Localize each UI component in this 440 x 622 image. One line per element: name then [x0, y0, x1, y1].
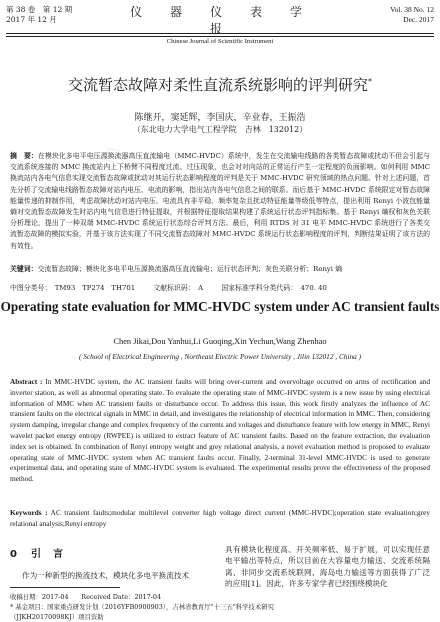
keywords-en — [10, 508, 430, 530]
section-number: 0 — [10, 549, 17, 560]
keywords-en-label: Keywords : — [10, 508, 48, 517]
keywords-en-text: AC transient faults;modular multilevel converter high voltage direct current (MMC-HVDC);operation state evaluation;grey relational analysis;Renyi entropy — [10, 508, 431, 528]
keywords-cn-text: 交流暂态故障；模块化多电平电压源换流器高压直流输电；运行状态评判；灰色关联分析；Renyi 熵 — [37, 265, 343, 273]
footnote-rule — [10, 587, 120, 588]
affiliation-cn: （东北电力大学电气工程学院 吉林 132012） — [132, 125, 308, 134]
date-cn: 2017 年 12 月 — [6, 14, 57, 24]
abstract-en-label: Abstract : — [10, 377, 43, 386]
volume-cn: 第 38 卷 第 12 期 — [6, 5, 73, 14]
header-rule-thin — [6, 36, 434, 37]
clc-number: 中图分类号： TM93 TP274 TH701 — [10, 284, 136, 292]
abstract-cn — [10, 151, 430, 252]
title-footnote-mark: * — [368, 77, 372, 86]
abstract-cn-label: 摘 要： — [10, 152, 38, 160]
authors-en: Chen Jikai,Dou Yanhui,Li Guoqing,Xin Yechun,Wang Zhenhao — [113, 337, 327, 346]
title-cn-text: 交流暂态故障对柔性直流系统影响的评判研究 — [67, 76, 368, 94]
volume-en: Vol. 38 No. 12 — [390, 5, 434, 14]
abstract-en — [10, 377, 430, 485]
section-heading — [10, 545, 75, 560]
body-text-left: 作为一种新型的换流技术，模块化多电平换流技术 — [22, 571, 190, 580]
header-left — [6, 5, 72, 24]
header-center — [116, 3, 331, 45]
keywords-cn — [10, 264, 430, 275]
authors-cn: 陈继开，窦延辉，李国庆，辛业春，王振浩 — [134, 113, 306, 123]
journal-name-en: Chinese Journal of Scientific Instrument — [166, 38, 274, 45]
keywords-cn-label: 关键词： — [10, 265, 38, 273]
date-en: Dec. 2017 — [403, 14, 434, 24]
header-right — [390, 5, 434, 24]
affiliation-en: ( School of Electrical Engineering , Northeast Electric Power University , Jilin 132012 , China ) — [78, 352, 362, 361]
body-text-right: 具有模块化程度高、开关频率低、易于扩展，可以实现任意电平输出等特点，所以目前在大容量电力输送、交流系统隔离、非同步交流系统联网、海岛电力输送等方面获得了广泛的应用[1]。因此，许多专家学者已经围绕模块化 — [225, 545, 430, 588]
fund-note: * 基金项目：国家重点研发计划（2016YFB0900903），吉林省教育厅"十三五"科学技术研究（JJKH20170098KJ）项目资助 — [10, 603, 275, 621]
document-code: 文献标识码： A — [153, 284, 204, 292]
header-rule-thick — [6, 33, 434, 34]
running-header — [6, 3, 434, 45]
classification-line — [10, 282, 430, 292]
subject-code: 国家标准学科分类代码： 470. 40 — [221, 284, 327, 292]
received-date: 收稿日期：2017-04 Received Date：2017-04 — [10, 593, 162, 601]
section-title: 引言 — [30, 549, 75, 560]
watermark: ◇◇◇ — [57, 135, 130, 193]
paper-title-en: Operating state evaluation for MMC-HVDC system under AC transient faults — [0, 299, 440, 314]
abstract-en-text: In MMC-HVDC system, the AC transient faults will bring over-current and overvoltage occurred on arms of rectification and inverter station, as well as abnormal operating state. To evaluate the operating state of MMC-HVDC system is a new issue by using electrical information of MMC when AC transient faults or disturbance occur. To address this issue, this work firstly analyzes the influence of AC transient faults on the electrical signals in MMC in detail, and investigates the relationship of electrical information in MMC. Then, considering system damping, irregular change and complex frequency of the currents and voltages and disturbance feature with low energy in MMC, Renyi wavelet packet energy entropy (RWPEE) is utilized to extract feature of AC transient faults. Based on the feature extraction, the evaluation index set is obtained. In combination of Renyi entropy weight and grey relational analysis, a novel evaluation method is proposed to evaluate operating state of MMC-HVDC system when AC transient faults occur. Finally, 2-terminal 31-level MMC-HVDC is used to generate experimental data, and operating state of MMC-HVDC system is evaluated. The experimental results prove the effectiveness of the proposed method. — [10, 377, 430, 484]
abstract-cn-text: 在模块化多电平电压源换流器高压直流输电（MMC-HVDC）系统中，发生在交流输电线路的各类暂态故障或扰动不但会引起与交流系统连接的 MMC 换流站内上下桥臂不同程度过流、过压现象，也会对对向站的正常运行产生一定程度的负面影响。如何利用 MMC 换流站内各电气信息实现交流暂态故障或扰动对其运行状态影响程度的评判是关于 MMC-HVDC 研究领域的热点问题。针对上述问题，首先分析了交流输电线路暂态故障对站内电压、电流的影响，指出站内各电气信息之间的联系。而后基于 MMC-HVDC 系统限定对暂态故障能量传递的抑制作用，考虑故障扰动对站内电压、电流具有非平稳、频率复杂且扰动特征能量等级低等特点，提出利用 Renyi 小波包能量熵对交流暂态故障发生时站内电气信息进行特征提取，并根据特征提取结果构建了系统运行状态评判指标集。基于 Renyi 熵权和灰色关联分析理论，提出了一种双端 MMC-HVDC 系统运行状态综合评判方法。最后，利用 RTDS 对 31 电平 MMC-HVDC 系统进行了各类交流暂态故障的模拟实验，并基于该方法实现了不同交流暂态故障对 MMC-HVDC 系统运行状态影响程度的评判，判断结果证明了该方法的有效性。 — [10, 152, 430, 250]
footnote — [10, 592, 310, 622]
paper-title-cn — [0, 74, 440, 95]
journal-name-cn: 仪 器 仪 表 学 报 — [129, 5, 331, 36]
